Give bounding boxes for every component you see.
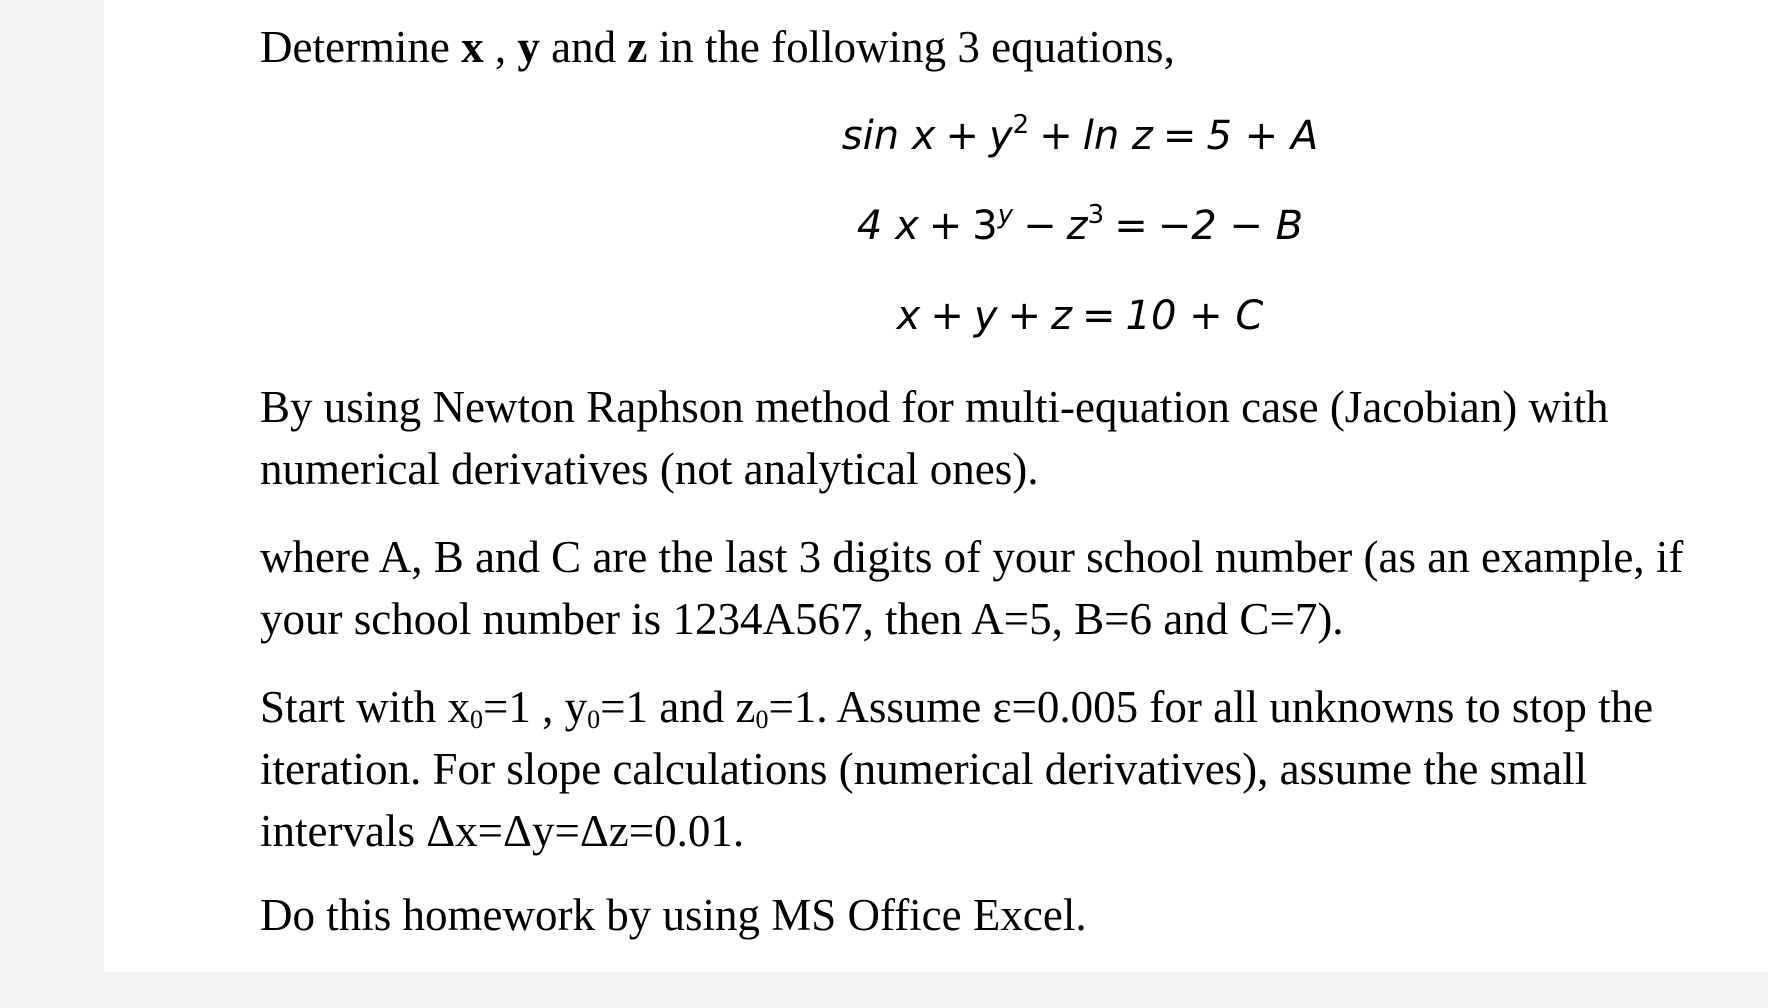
- start-line-1-b: =1 , y: [483, 682, 588, 732]
- eq2-plus: +: [928, 203, 963, 249]
- equation-1: [260, 106, 1768, 166]
- intro-prefix: Determine: [260, 22, 462, 72]
- eq2-base-3: 3: [972, 203, 998, 249]
- start-line-3: intervals Δx=Δy=Δz=0.01.: [260, 806, 745, 856]
- start-line-1-c: =1 and z: [600, 682, 756, 732]
- where-paragraph: [260, 526, 1768, 650]
- eq2-rhs: −2 − B: [1157, 203, 1304, 249]
- eq3-term-y: y: [973, 293, 998, 339]
- intro-sep-2: and: [539, 22, 628, 72]
- start-line-2: iteration. For slope calculations (numerical derivatives), assume the small: [260, 744, 1588, 794]
- x0-subscript: 0: [470, 705, 483, 734]
- intro-sentence: [260, 16, 1768, 78]
- eq1-term-lnz: ln z: [1082, 113, 1153, 159]
- eq1-rhs: 5 + A: [1206, 113, 1319, 159]
- var-x: x: [461, 22, 484, 72]
- eq1-term-y: y: [989, 113, 1013, 159]
- eq3-term-x: x: [896, 293, 921, 339]
- eq2-term-z: z: [1066, 203, 1088, 249]
- eq2-minus: −: [1023, 203, 1057, 249]
- method-line-1: By using Newton Raphson method for multi-equation case (Jacobian) with: [260, 382, 1609, 432]
- start-paragraph: [260, 676, 1768, 862]
- eq1-plus-1: +: [945, 113, 979, 159]
- eq3-plus-2: +: [1007, 293, 1042, 339]
- equation-2: [260, 196, 1768, 256]
- eq2-equals: =: [1114, 203, 1148, 249]
- document-page: [104, 0, 1768, 972]
- intro-suffix: in the following 3 equations,: [647, 22, 1175, 72]
- eq2-term-4x: 4 x: [856, 203, 919, 249]
- intro-sep-1: ,: [483, 22, 518, 72]
- where-line-1: where A, B and C are the last 3 digits of your school number (as an example, if: [260, 532, 1684, 582]
- eq1-term-sinx: sin x: [841, 113, 936, 159]
- start-line-1-d: =1. Assume ε=0.005 for all unknowns to stop the: [768, 682, 1654, 732]
- where-line-2: your school number is 1234A567, then A=5, B=6 and C=7).: [260, 594, 1344, 644]
- eq1-equals: =: [1162, 113, 1197, 159]
- eq3-term-z: z: [1051, 293, 1073, 339]
- start-line-1-a: Start with x: [260, 682, 470, 732]
- eq3-plus-1: +: [930, 293, 964, 339]
- eq2-exponent-y: y: [997, 200, 1014, 230]
- eq2-exponent-3: 3: [1087, 200, 1105, 230]
- var-z: z: [627, 22, 648, 72]
- method-paragraph: [260, 376, 1768, 500]
- start-line-1: [260, 676, 1768, 738]
- var-y: y: [517, 22, 540, 72]
- eq3-equals: =: [1082, 293, 1116, 339]
- z0-subscript: 0: [755, 705, 769, 734]
- eq1-plus-2: +: [1039, 113, 1073, 159]
- y0-subscript: 0: [587, 705, 601, 734]
- method-line-2: numerical derivatives (not analytical ones).: [260, 444, 1039, 494]
- excel-line: Do this homework by using MS Office Excel.: [260, 890, 1087, 940]
- equation-3: [260, 286, 1768, 346]
- eq3-rhs: 10 + C: [1125, 293, 1264, 339]
- eq1-exponent-2: 2: [1012, 110, 1030, 140]
- excel-instruction: [260, 884, 1768, 946]
